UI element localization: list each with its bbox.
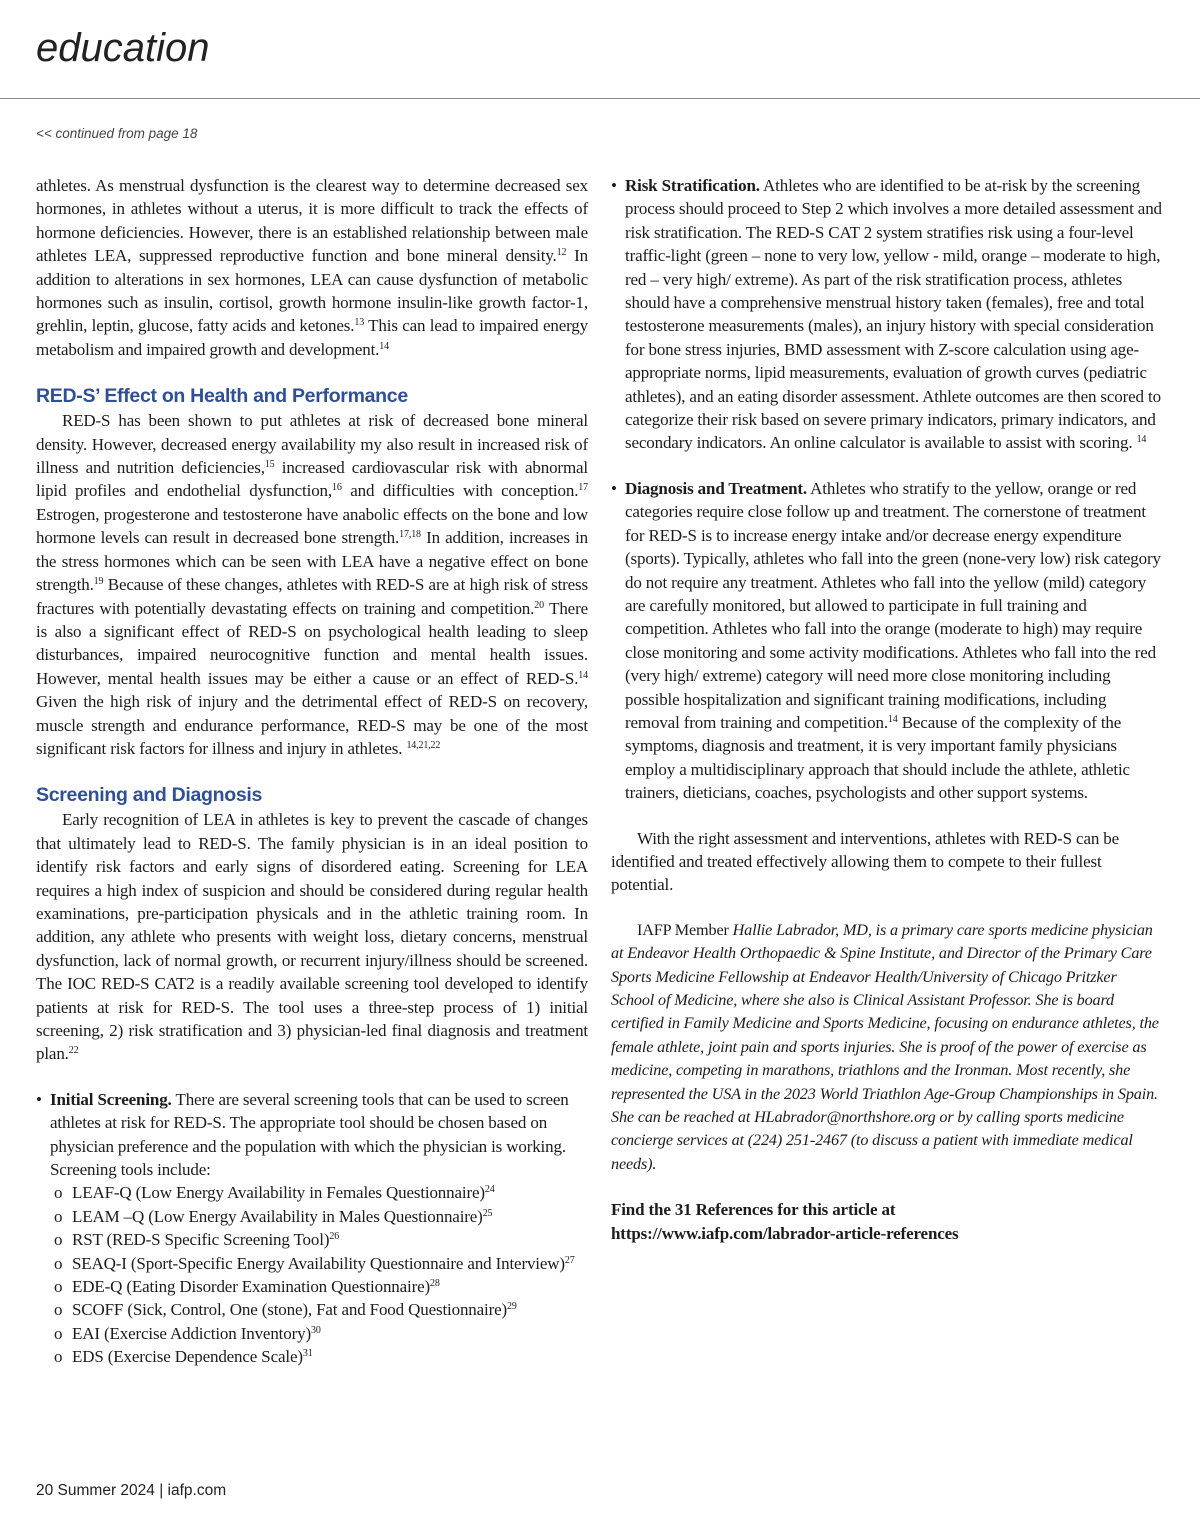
health-paragraph: RED-S has been shown to put athletes at risk of decreased bone mineral density. However, decreased energy availability my also result in increased risk of illness and nutrition deficiencies,$^{15}$ increased cardiovascular risk with abnormal lipid profiles and endothelial dysfunction,$^{16}$ and difficulties with conception.$^{17}$ Estrogen, progesterone and testosterone have anabolic effects on the bone and low hormone levels can result in decreased bone strength.$^{17,18}$ In addition, increases in the stress hormones which can be seen with LEA have a negative effect on bone strength.$^{19}$ Because of these changes, athletes with RED-S are at high risk of stress fractures with potentially devastating effects on training and competition.$^{20}$ There is also a significant effect of RED-S on psychological health leading to sleep disturbances, impaired neurocognitive function and mental health issues. However, mental health issues may be either a cause or an effect of RED-S.$^{14}$ Given the high risk of injury and the detrimental effect of RED-S on recovery, muscle strength and endurance performance, RED-S may be one of the most significant risk factors for illness and injury in athletes. $^{14,21,22}$	[36, 411, 588, 758]
header-divider	[0, 98, 1200, 99]
citation: 25	[482, 1207, 493, 1219]
citation: 15	[264, 459, 275, 471]
section-title: education	[36, 26, 210, 70]
list-item: o EAI (Exercise Addiction Inventory)$^{30}$	[54, 1323, 321, 1343]
bullet-initial-screening: • Initial Screening. There are several screening tools that can be used to screen athletes at risk for RED-S. The appropriate tool should be chosen based on physician preference and the population with which the physician is working. Screening tools include:	[36, 1089, 569, 1180]
bullet-marker: •	[611, 478, 617, 498]
list-item: o SEAQ-I (Sport-Specific Energy Availability Questionnaire and Interview)$^{27}$	[54, 1253, 575, 1273]
citation: 28	[430, 1278, 440, 1290]
citation: 31	[302, 1348, 313, 1360]
left-column	[36, 174, 588, 1369]
citation: 14	[578, 669, 588, 681]
author-bio: IAFP Member Hallie Labrador, MD, is a primary care sports medicine physician at Endeavor Health Orthopaedic & Spine Institute, and Director of the Primary Care Sports Medicine Fellowship at Endeavor Health/University of Chicago Pritzker School of Medicine, where she also is Clinical Assistant Professor. She is board certified in Family Medicine and Sports Medicine, focusing on endurance athletes, the female athlete, joint pain and sports injuries. She is proof of the power of exercise as medicine, competing in marathons, triathlons and the Ironman. Most recently, she represented the USA in the 2023 World Triathlon Age-Group Championships in Spain. She can be reached at HLabrador@northshore.org or by calling sports medicine concierge services at (224) 251-2467 (to discuss a patient with immediate medical needs).	[611, 920, 1159, 1173]
citation: 16	[332, 482, 342, 494]
citation: 27	[564, 1254, 575, 1266]
citation: 17,18	[399, 529, 421, 541]
citation: 20	[534, 599, 544, 611]
bullet-title: Diagnosis and Treatment.	[625, 478, 808, 498]
list-item: o EDS (Exercise Dependence Scale)$^{31}$	[54, 1347, 313, 1367]
citation: 19	[93, 576, 104, 588]
list-item: o LEAF-Q (Low Energy Availability in Females Questionnaire)$^{24}$	[54, 1183, 495, 1203]
citation: 26	[329, 1231, 340, 1243]
heading-screening-diagnosis: Screening and Diagnosis	[36, 784, 263, 807]
continued-from-note: << continued from page 18	[36, 126, 198, 141]
bullet-diagnosis-treatment: • Diagnosis and Treatment. Athletes who stratify to the yellow, orange or red categories require close follow up and treatment. The cornerstone of treatment for RED-S is to increase energy intake and/or decrease energy expenditure (sports). Typically, athletes who fall into the green (none-very low) risk category do not require any treatment. Athletes who fall into the yellow (mild) category are carefully monitored, but allowed to participate in full training and competition. Athletes who fall into the orange (moderate to high) may require close monitoring and some activity modifications. Athletes who fall into the red (very high/ extreme) category will need more close monitoring including possible hospitalization and significant training modifications, including removal from training and competition.$^{14}$ Because of the complexity of the symptoms, diagnosis and treatment, it is very important family physicians employ a multidisciplinary approach that should include the athlete, athletic trainers, dieticians, coaches, psychologists and other support systems.	[611, 478, 1161, 803]
bullet-risk-stratification: • Risk Stratification. Athletes who are identified to be at-risk by the screening process should proceed to Step 2 which involves a more detailed assessment and risk stratification. The RED-S CAT 2 system stratifies risk using a four-level traffic-light (green – none to very low, yellow - mild, orange – moderate to high, red – very high/ extreme). As part of the risk stratification process, athletes should have a comprehensive menstrual history taken (females), free and total testosterone measurements (males), an injury history with special consideration for bone stress injuries, BMD assessment with Z-score calculation using age-appropriate norms, lipid measurements, evaluation of growth curves (pediatric athletes), and an eating disorder assessment. Athlete outcomes are then scored to categorize their risk based on severe primary indicators, primary indicators, and secondary indicators. An online calculator is available to assist with scoring. $^{14}$	[611, 176, 1162, 453]
conclusion-paragraph: With the right assessment and interventions, athletes with RED-S can be identified and treated effectively allowing them to compete to their fullest potential.	[611, 828, 1120, 895]
citation: 14	[1136, 434, 1147, 446]
page-footer: 20 Summer 2024 | iafp.com	[36, 1482, 227, 1499]
citation: 29	[507, 1301, 517, 1313]
list-item: o LEAM –Q (Low Energy Availability in Males Questionnaire)$^{25}$	[54, 1206, 493, 1226]
citation: 30	[310, 1324, 321, 1336]
citation: 14	[379, 340, 389, 352]
citation: 13	[354, 317, 365, 329]
list-item: o RST (RED-S Specific Screening Tool)$^{26}$	[54, 1230, 340, 1250]
right-column	[611, 174, 1163, 1245]
citation: 14	[887, 713, 898, 725]
list-item: o EDE-Q (Eating Disorder Examination Questionnaire)$^{28}$	[54, 1277, 440, 1297]
references-note: Find the 31 References for this article at https://www.iafp.com/labrador-article-references	[611, 1200, 959, 1243]
citation: 24	[484, 1184, 495, 1196]
bullet-marker: •	[36, 1089, 42, 1109]
references-link[interactable]: https://www.iafp.com/labrador-article-references	[611, 1223, 959, 1243]
citation: 12	[556, 247, 567, 259]
bullet-title: Initial Screening.	[50, 1089, 172, 1109]
list-item: o SCOFF (Sick, Control, One (stone), Fat and Food Questionnaire)$^{29}$	[54, 1300, 517, 1320]
screening-paragraph: Early recognition of LEA in athletes is key to prevent the cascade of changes that ultimately lead to RED-S. The family physician is in an ideal position to identify risk factors and early signs of disordered eating. Screening for LEA requires a high index of suspicion and should be considered during regular health examinations, pre-participation physicals and in the athletic training room. In addition, any athlete who presents with weight loss, dietary concerns, menstrual dysfunction, lack of normal growth, or recurrent injury/illness should be screened. The IOC RED-S CAT2 is a readily available screening tool developed to identify patients at risk for RED-S. The tool uses a three-step process of 1) initial screening, 2) risk stratification and 3) physician-led final diagnosis and treatment plan.$^{22}$	[36, 810, 588, 1064]
citation: 17	[578, 482, 588, 494]
citation: 14,21,22	[406, 739, 441, 751]
intro-paragraph: athletes. As menstrual dysfunction is the clearest way to determine decreased sex hormones, in athletes without a uterus, it is more difficult to track the effects of hormone deficiencies. However, there is an established relationship between male athletes LEA, suppressed reproductive function and bone mineral density.$^{12}$ In addition to alterations in sex hormones, LEA can cause dysfunction of metabolic hormones such as insulin, cortisol, growth hormone insulin-like growth factor-1, grehlin, leptin, glucose, fatty acids and ketones.$^{13}$ This can lead to impaired energy metabolism and impaired growth and development.$^{14}$	[36, 176, 589, 359]
heading-health-performance: RED-S’ Effect on Health and Performance	[36, 385, 408, 408]
bullet-title: Risk Stratification.	[625, 176, 760, 195]
bullet-marker: •	[611, 176, 617, 195]
citation: 22	[68, 1045, 79, 1057]
screening-tools-list	[36, 1181, 588, 1368]
